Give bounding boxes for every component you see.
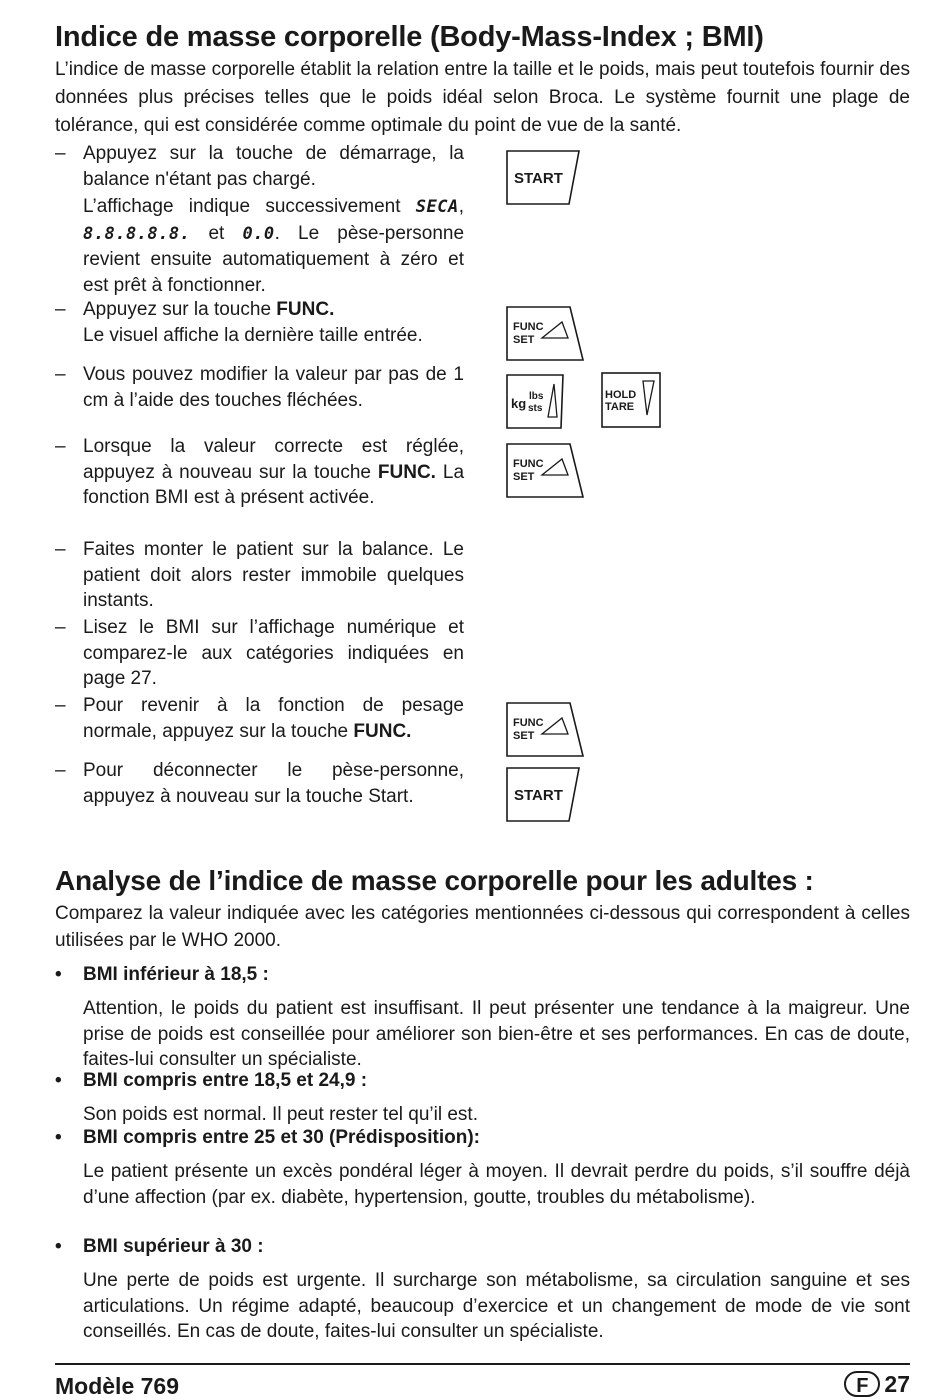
set-key-label: SET [513,334,535,346]
start-key-icon [506,767,582,823]
lcd-seca-readout: SECA [415,197,459,217]
hold-tare-key-icon [601,372,663,428]
func-key-label: FUNC [513,321,544,333]
step-patient: – Faites monter le patient sur la balance. Le patient doit alors rester immobile quelques instants. [55,537,465,614]
step-text: Le visuel affiche la dernière taille entrée. [83,324,423,346]
svg-text:FUNC: FUNC [513,458,544,470]
step-text-display: L’affichage indique successivement SECA, 8.8.8.8.8. et 0.0. Le pèse-personne revient ensuite automatiquement à zéro et est prêt à fonctionner. [83,196,465,296]
kg-key-label: kg [511,396,527,411]
bmi-category-heading: BMI supérieur à 30 : [83,1236,264,1257]
step-off: – Pour déconnecter le pèse-personne, appuyez à nouveau sur la touche Start. [55,758,465,809]
hold-key-label: HOLD [605,389,637,401]
bmi-intro: L’indice de masse corporelle établit la relation entre la taille et le poids, mais peut toutefois fournir des données plus précises telles que le poids idéal selon Broca. Le système fournit une plage de tolérance, qui est considérée comme optimale du point de vue de la santé. [55,59,910,136]
svg-text:FUNC: FUNC [513,717,544,729]
step-read: – Lisez le BMI sur l’affichage numérique et comparez-le aux catégories indiquées en page 27. [55,615,465,692]
svg-text:START: START [514,787,563,804]
svg-text:SET: SET [513,471,535,483]
bullet-icon: • [55,1127,62,1148]
step-confirm: – Lorsque la valeur correcte est réglée, appuyez à nouveau sur la touche FUNC. La fonction BMI est à présent activée. [55,434,465,511]
section-title-bmi: Indice de masse corporelle (Body-Mass-Index ; BMI) [55,21,764,53]
bmi-category-heading: BMI compris entre 25 et 30 (Prédisposition): [83,1127,480,1148]
step-text: Vous pouvez modifier la valeur par pas de 1 cm à l’aide des touches fléchées. [83,364,464,411]
page-number: 27 [884,1371,910,1397]
step-func: – Appuyez sur la touche FUNC. Le visuel affiche la dernière taille entrée. [55,297,465,348]
step-text: Lorsque la valeur correcte est réglée, appuyez à nouveau sur la touche FUNC. La fonction BMI est à présent activée. [83,436,465,508]
bullet-icon: • [55,964,62,985]
start-key-icon [506,150,582,206]
bmi-category-text: Son poids est normal. Il peut rester tel qu’il est. [83,1104,478,1125]
bmi-category-text: Le patient présente un excès pondéral léger à moyen. Il devrait perdre du poids, s’il souffre déjà d’une affection (par ex. diabète, hypertension, goutte, troubles du métabolisme). [83,1161,910,1208]
step-text: Faites monter le patient sur la balance. Le patient doit alors rester immobile quelques instants. [83,539,464,611]
kg-lbs-sts-key-icon [506,374,566,430]
step-text: Appuyez sur la touche FUNC. [83,299,335,320]
page-number-box [844,1370,910,1398]
lcd-test-readout: 8.8.8.8.8. [83,223,191,244]
step-text: Lisez le BMI sur l’affichage numérique et comparez-le aux catégories indiquées en page 27. [83,617,464,689]
model-name: Modèle 769 [55,1373,179,1399]
step-text: Pour revenir à la fonction de pesage normale, appuyez sur la touche FUNC. [83,695,464,742]
bmi-category-heading: BMI inférieur à 18,5 : [83,964,269,985]
bullet-icon: • [55,1070,62,1091]
func-set-key-icon [506,306,586,362]
step-text: Pour déconnecter le pèse-personne, appuyez à nouveau sur la touche Start. [83,760,464,807]
bmi-category-text: Attention, le poids du patient est insuffisant. Il peut présenter une tendance à la maigreur. Une prise de poids est conseillée pour améliorer son bien-être et ses performances. En cas de doute, faites-lui consulter un spécialiste. [83,998,910,1070]
bmi-category [55,1125,910,1210]
bmi-category-text: Une perte de poids est urgente. Il surcharge son métabolisme, sa circulation sanguine et ses articulations. Un régime adapté, beaucoup d’exercice et un changement de mode de vie sont conseillés. En cas de doute, faites-lui consulter un spécialiste. [83,1270,910,1342]
bmi-category [55,1234,910,1345]
bullet-icon: • [55,1236,62,1257]
func-set-key-icon [506,702,586,758]
sts-key-label: sts [528,403,543,414]
section-title-analysis: Analyse de l’indice de masse corporelle pour les adultes : [55,865,814,896]
lbs-key-label: lbs [529,391,544,402]
language-badge: F [844,1371,880,1397]
step-dash: – [55,143,66,164]
step-text: Appuyez sur la touche de démarrage, la balance n'étant pas chargé. [83,143,464,190]
step-start [55,141,465,298]
start-key-label: START [514,170,563,187]
step-arrows: – Vous pouvez modifier la valeur par pas de 1 cm à l’aide des touches fléchées. [55,362,465,413]
step-return: – Pour revenir à la fonction de pesage normale, appuyez sur la touche FUNC. [55,693,465,744]
svg-text:SET: SET [513,730,535,742]
lcd-zero-readout: 0.0 [242,223,275,244]
tare-key-label: TARE [605,401,635,413]
footer-rule [55,1363,910,1365]
func-set-key-icon [506,443,586,499]
analysis-intro: Comparez la valeur indiquée avec les catégories mentionnées ci-dessous qui correspondent à celles utilisées par le WHO 2000. [55,903,910,951]
bmi-category-heading: BMI compris entre 18,5 et 24,9 : [83,1070,368,1091]
bmi-category [55,962,910,1073]
bmi-category [55,1068,910,1128]
